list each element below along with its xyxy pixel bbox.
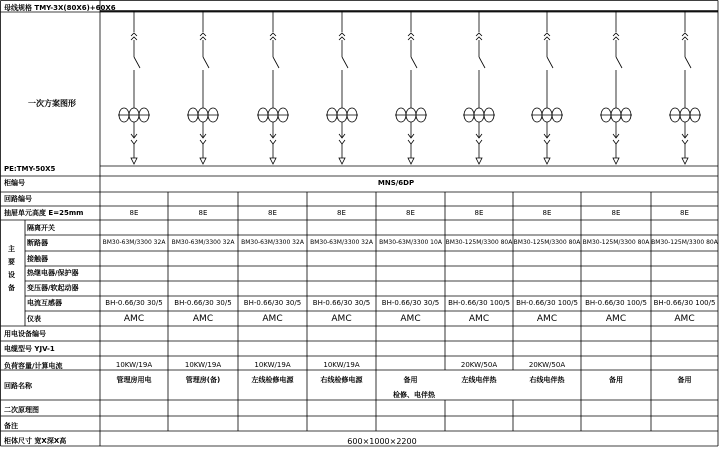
drawer-height-value: 8E	[268, 209, 277, 217]
feeder-wire	[411, 57, 417, 68]
feeder-wire	[131, 33, 137, 36]
feeder-wire	[682, 33, 688, 36]
main-equipment-char-3: 设	[8, 271, 15, 279]
drawer-height-value: 8E	[129, 209, 139, 217]
feeder-symbol	[463, 11, 495, 164]
isolator-label: 隔离开关	[27, 224, 55, 232]
feeder-wire	[476, 37, 482, 40]
feeder-wire	[270, 37, 276, 40]
circuit-name-value: 备用	[677, 376, 692, 384]
remarks-label: 备注	[4, 422, 18, 430]
feeder-wire	[682, 140, 688, 144]
meter-value: AMC	[192, 314, 214, 324]
breaker-value: BM30-63M/3300 32A	[171, 239, 235, 246]
ct-value: BH-0.66/30 30/5	[243, 299, 302, 307]
feeder-wire	[270, 33, 276, 36]
shared-circuit-name: 检修、电伴热	[393, 391, 435, 399]
meter-value: AMC	[674, 314, 695, 324]
feeder-symbol	[395, 11, 427, 164]
feeder-wire	[408, 37, 414, 40]
feeder-wire	[613, 33, 619, 36]
circuit-no-label: 回路编号	[4, 195, 32, 203]
feeder-symbol	[187, 11, 219, 164]
primary-scheme-label: 一次方案图形	[28, 99, 76, 108]
feeder-wire	[476, 33, 482, 36]
ct-value: BH-0.66/30 30/5	[381, 299, 440, 307]
feeder-symbol	[118, 11, 150, 164]
cabinet-no-label: 柜编号	[4, 179, 25, 187]
feeder-wire	[479, 57, 485, 68]
transformer-label: 变压器/软起动器	[27, 284, 79, 292]
feeder-symbol	[600, 11, 632, 164]
circuit-name-value: 备用	[609, 376, 623, 384]
meter-value: AMC	[468, 314, 490, 324]
feeder-wire	[273, 57, 279, 68]
feeder-wire	[200, 33, 206, 36]
feeder-wire	[270, 140, 276, 144]
feeder-wire	[134, 57, 140, 68]
circuit-name-value: 右线检修电源	[320, 376, 363, 384]
ct-value: BH-0.66/30 100/5	[448, 299, 510, 307]
meter-value: AMC	[262, 314, 283, 324]
feeder-wire	[547, 57, 553, 68]
secondary-diagram-label: 二次原理图	[4, 406, 39, 414]
feeder-wire	[408, 33, 414, 36]
circuit-name-value: 右线电伴热	[529, 376, 565, 384]
feeder-wire	[200, 37, 206, 40]
feeder-wire	[270, 158, 276, 164]
feeder-wire	[685, 57, 691, 68]
meter-value: AMC	[605, 314, 627, 324]
feeder-wire	[544, 33, 550, 36]
load-value: 10KW/19A	[115, 361, 153, 369]
feeder-wire	[408, 140, 414, 144]
breaker-value: BM30-63M/3300 10A	[379, 239, 442, 246]
feeder-wire	[544, 37, 550, 40]
feeder-wire	[200, 158, 206, 164]
feeder-symbol	[669, 11, 701, 164]
feeder-wire	[408, 158, 414, 164]
feeder-symbol	[326, 11, 358, 164]
main-equipment-char-1: 主	[8, 245, 15, 253]
feeder-wire	[544, 140, 550, 144]
circuit-name-value: 左线检修电源	[251, 376, 294, 384]
feeder-wire	[339, 33, 345, 36]
meter-value: AMC	[123, 314, 145, 324]
ct-value: BH-0.66/30 30/5	[105, 299, 163, 307]
breaker-value: BM30-125M/3300 80A	[651, 239, 718, 246]
relay-label: 热继电器/保护器	[27, 269, 79, 277]
circuit-name-value: 备用	[403, 376, 418, 384]
feeder-wire	[200, 140, 206, 144]
breaker-value: BM30-125M/3300 80A	[445, 239, 513, 246]
feeder-wire	[131, 37, 137, 40]
drawer-height-value: 8E	[474, 209, 484, 217]
circuit-name-value: 左线电伴热	[461, 376, 497, 384]
cabinet-size-label: 柜体尺寸 宽X深X高	[4, 437, 67, 445]
drawer-height-value: 8E	[611, 209, 621, 217]
feeder-wire	[339, 140, 345, 144]
load-value: 10KW/19A	[184, 361, 222, 369]
load-capacity-label: 负荷容量/计算电流	[4, 362, 63, 370]
feeder-wire	[544, 158, 550, 164]
meter-value: AMC	[331, 314, 352, 324]
main-equipment-char-4: 备	[8, 284, 15, 292]
ct-value: BH-0.66/30 100/5	[653, 299, 716, 307]
ct-label: 电流互感器	[27, 299, 62, 307]
drawer-height-value: 8E	[198, 209, 208, 217]
feeder-wire	[203, 57, 209, 68]
drawer-height-value: 8E	[406, 209, 415, 217]
breaker-value: BM30-125M/3300 80A	[582, 239, 650, 246]
feeder-wire	[476, 140, 482, 144]
main-equipment-char-2: 要	[8, 258, 15, 266]
drawer-height-label: 抽屉单元高度 E=25mm	[4, 209, 84, 217]
feeder-wire	[131, 140, 137, 144]
meter-value: AMC	[536, 314, 558, 324]
drawer-height-value: 8E	[337, 209, 346, 217]
feeder-wire	[339, 158, 345, 164]
load-value: 10KW/19A	[254, 361, 291, 369]
breaker-value: BM30-125M/3300 80A	[513, 239, 581, 246]
feeder-symbol	[257, 11, 289, 164]
breaker-value: BM30-63M/3300 32A	[102, 239, 166, 246]
drawer-height-value: 8E	[542, 209, 552, 217]
device-no-label: 用电设备编号	[4, 330, 46, 338]
breaker-value: BM30-63M/3300 32A	[310, 239, 373, 246]
cable-model-label: 电缆型号 YJV-1	[4, 345, 55, 353]
cabinet-number: MNS/6DP	[377, 179, 415, 187]
circuit-name-value: 管理房用电	[116, 376, 152, 384]
feeder-wire	[342, 57, 348, 68]
feeder-wire	[131, 158, 137, 164]
meter-value: AMC	[400, 314, 421, 324]
ct-value: BH-0.66/30 30/5	[312, 299, 371, 307]
breaker-label: 断路器	[27, 239, 48, 247]
load-value: 10KW/19A	[323, 361, 360, 369]
load-value: 20KW/50A	[528, 361, 566, 369]
feeder-wire	[616, 57, 622, 68]
ct-value: BH-0.66/30 30/5	[174, 299, 232, 307]
feeder-wire	[613, 37, 619, 40]
cabinet-size-value: 600×1000×2200	[347, 437, 417, 446]
feeder-wire	[613, 140, 619, 144]
feeder-wire	[339, 37, 345, 40]
breaker-value: BM30-63M/3300 32A	[241, 239, 304, 246]
load-value: 20KW/50A	[460, 361, 498, 369]
busbar-spec-label: 母线规格 TMY-3X(80X6)+60X6	[4, 4, 116, 12]
meter-label: 仪表	[27, 315, 41, 323]
ct-value: BH-0.66/30 100/5	[585, 299, 647, 307]
feeder-wire	[682, 158, 688, 164]
feeder-wire	[476, 158, 482, 164]
circuit-name-value: 管理房(备)	[185, 376, 221, 384]
contactor-label: 接触器	[27, 255, 48, 263]
feeder-symbol	[531, 11, 563, 164]
ct-value: BH-0.66/30 100/5	[516, 299, 578, 307]
pe-bar-label: PE:TMY-50X5	[4, 165, 56, 173]
feeder-wire	[613, 158, 619, 164]
circuit-name-label: 回路名称	[4, 382, 32, 390]
drawer-height-value: 8E	[680, 209, 689, 217]
feeder-wire	[682, 37, 688, 40]
